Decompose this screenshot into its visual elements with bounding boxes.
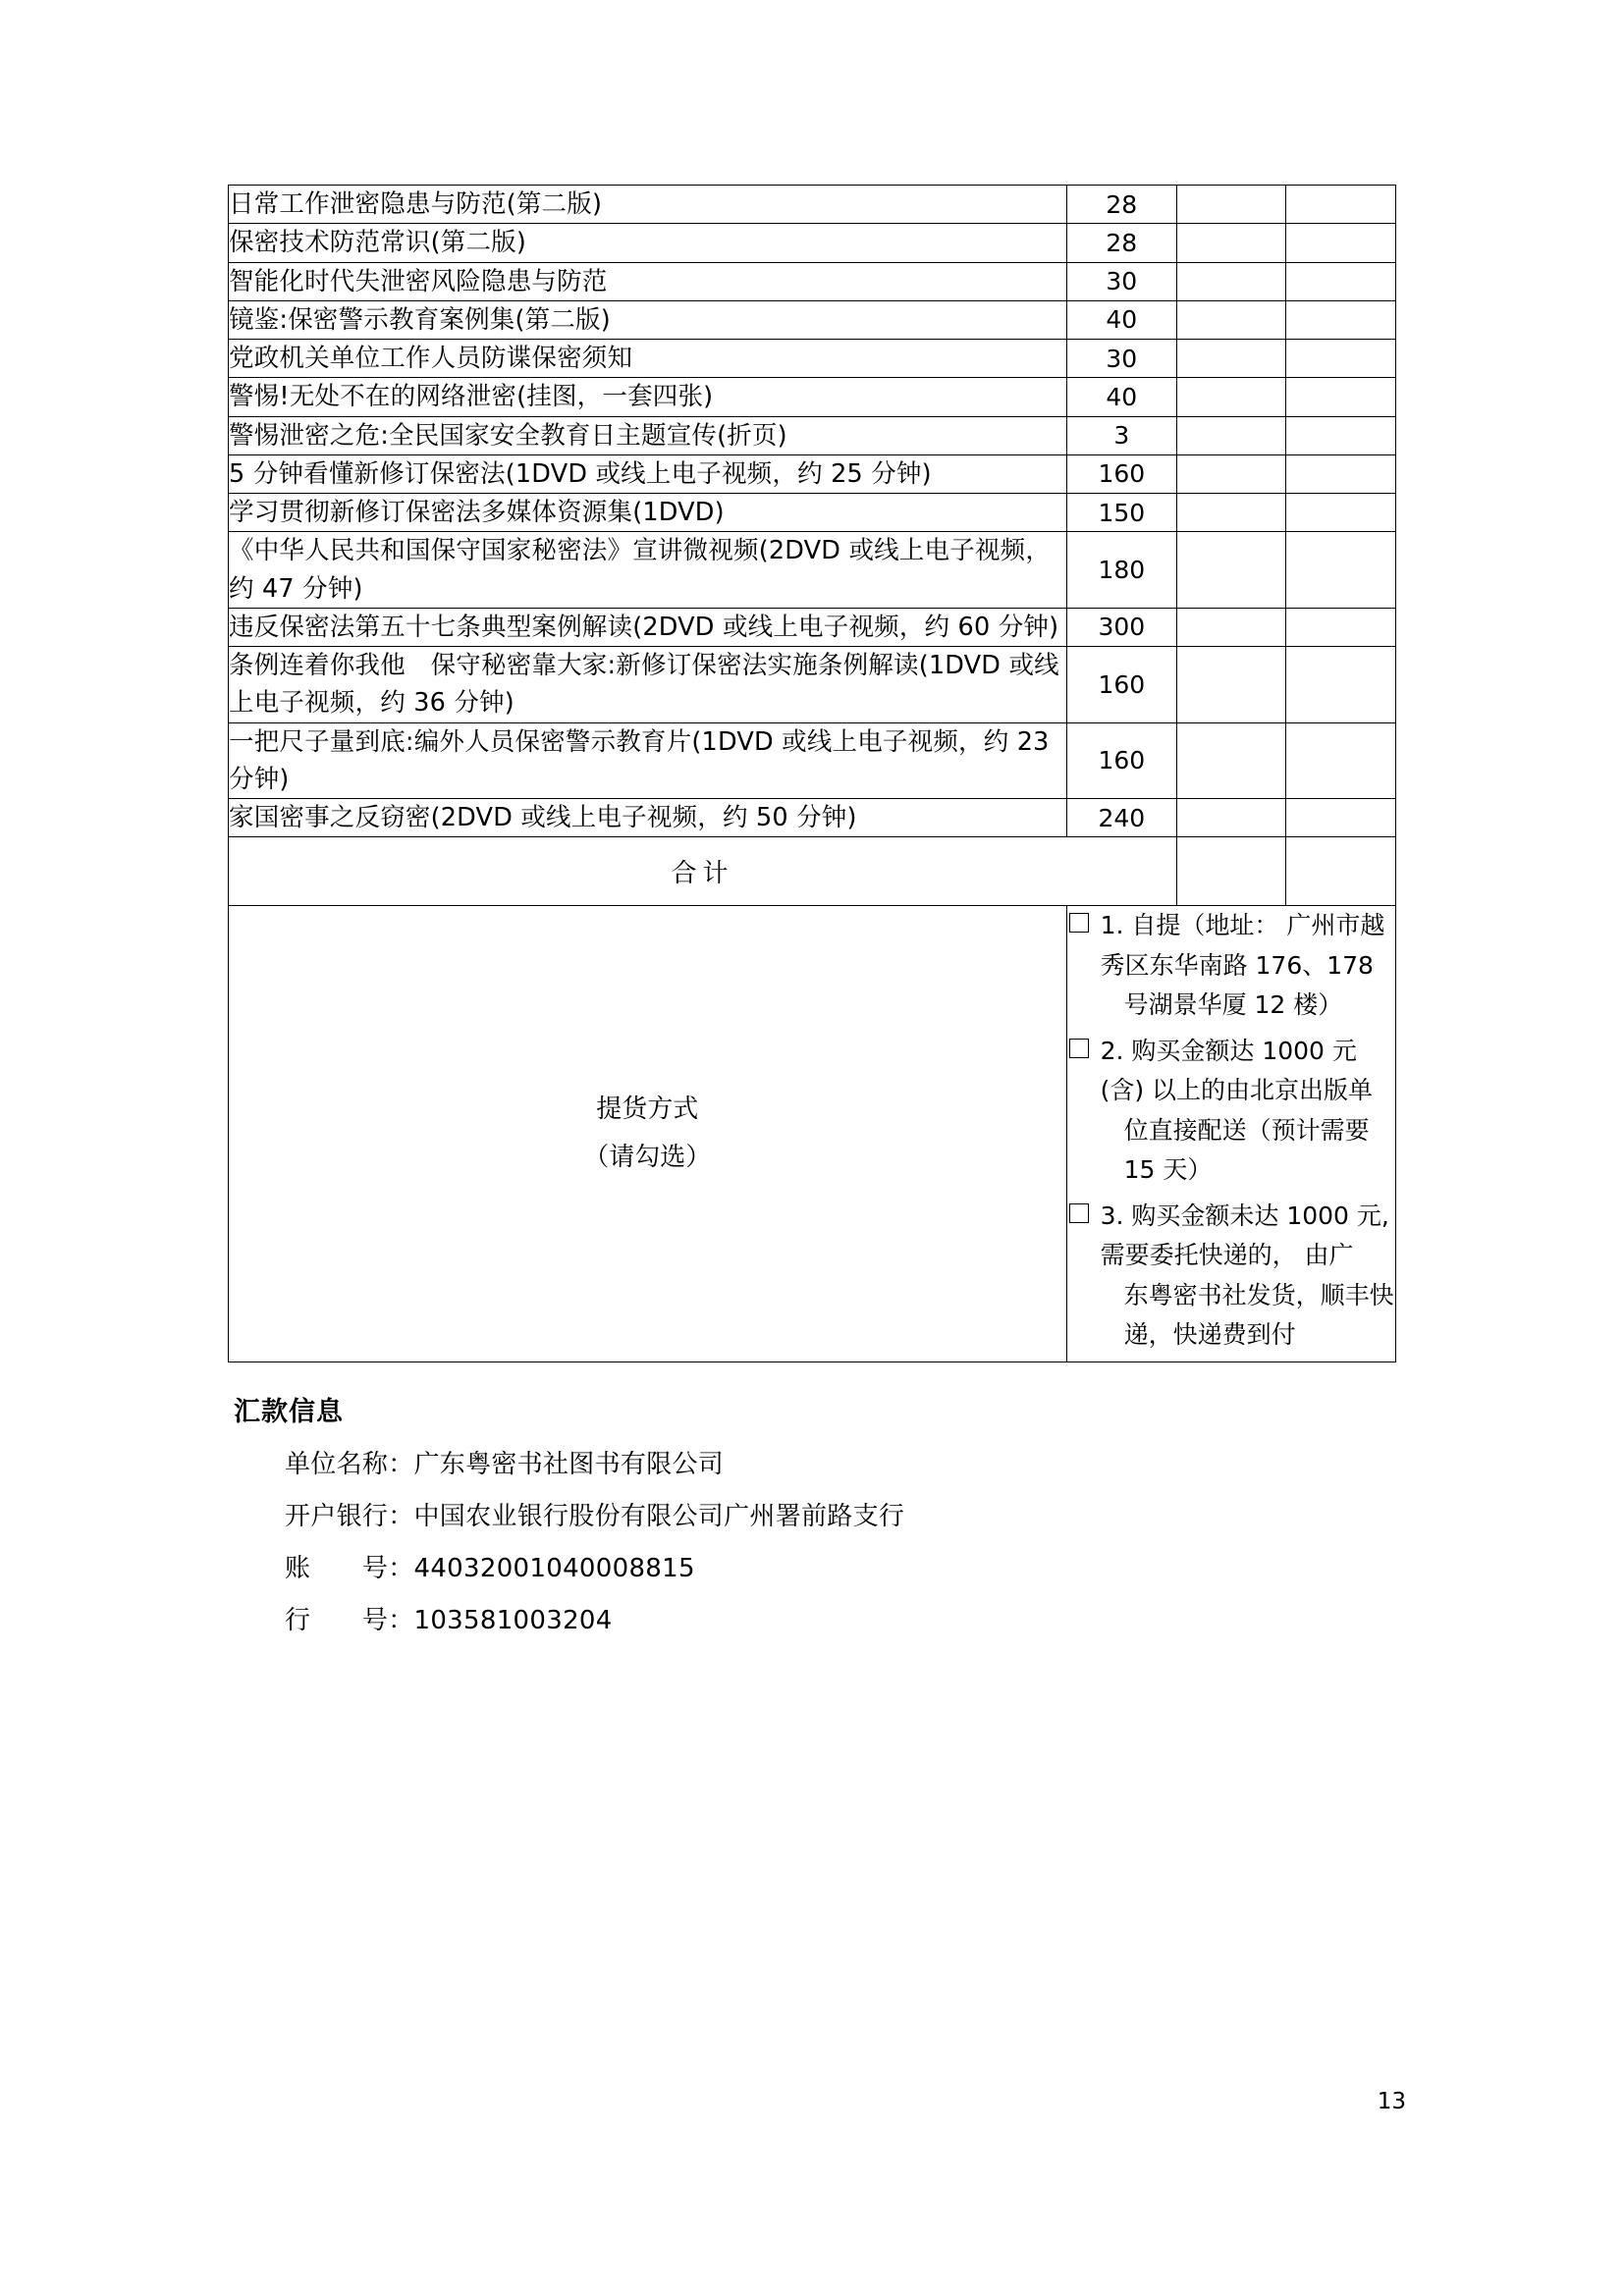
page-number: 13 — [1377, 2089, 1406, 2114]
item-sum[interactable] — [1285, 186, 1396, 224]
item-qty[interactable] — [1177, 224, 1285, 262]
item-sum[interactable] — [1285, 494, 1396, 532]
item-sum[interactable] — [1285, 416, 1396, 454]
table-row — [229, 494, 1396, 532]
item-sum[interactable] — [1285, 340, 1396, 378]
item-price: 150 — [1066, 494, 1176, 532]
item-price: 180 — [1066, 532, 1176, 609]
item-sum[interactable] — [1285, 454, 1396, 493]
table-row — [229, 186, 1396, 224]
delivery-label-line2: （请勾选） — [583, 1143, 712, 1172]
page-content — [228, 185, 1396, 1636]
item-qty[interactable] — [1177, 416, 1285, 454]
table-row — [229, 378, 1396, 416]
item-price: 3 — [1066, 416, 1176, 454]
total-sum[interactable] — [1285, 837, 1396, 906]
item-qty[interactable] — [1177, 378, 1285, 416]
order-table-body — [229, 186, 1396, 1362]
item-sum[interactable] — [1285, 224, 1396, 262]
table-row — [229, 416, 1396, 454]
table-row — [229, 224, 1396, 262]
item-name: 家国密事之反窃密(2DVD 或线上电子视频，约 50 分钟) — [229, 799, 1067, 837]
table-row — [229, 799, 1396, 837]
item-sum[interactable] — [1285, 647, 1396, 723]
item-name: 智能化时代失泄密风险隐患与防范 — [229, 262, 1067, 300]
remittance-company: 单位名称：广东粤密书社图书有限公司 — [285, 1449, 725, 1479]
table-row — [229, 722, 1396, 799]
item-name: 日常工作泄密隐患与防范(第二版) — [229, 186, 1067, 224]
item-price: 40 — [1066, 378, 1176, 416]
delivery-option-2-line1: 2. 购买金额达 1000 元(含) 以上的由北京出版单 — [1100, 1036, 1374, 1105]
item-name: 违反保密法第五十七条典型案例解读(2DVD 或线上电子视频，约 60 分钟) — [229, 608, 1067, 646]
item-name: 党政机关单位工作人员防谍保密须知 — [229, 340, 1067, 378]
item-qty[interactable] — [1177, 300, 1285, 339]
item-name: 镜鉴:保密警示教育案例集(第二版) — [229, 300, 1067, 339]
delivery-options — [1066, 906, 1395, 1362]
table-row — [229, 340, 1396, 378]
delivery-row — [229, 906, 1396, 1362]
item-price: 240 — [1066, 799, 1176, 837]
item-sum[interactable] — [1285, 262, 1396, 300]
delivery-option-2[interactable] — [1067, 1032, 1395, 1191]
table-row — [229, 532, 1396, 609]
table-row — [229, 608, 1396, 646]
delivery-option-3-line1: 3. 购买金额未达 1000 元, 需要委托快递的， 由广 — [1100, 1201, 1389, 1270]
delivery-option-2-text — [1101, 1032, 1395, 1191]
item-qty[interactable] — [1177, 608, 1285, 646]
table-row — [229, 300, 1396, 339]
item-price: 30 — [1066, 340, 1176, 378]
item-qty[interactable] — [1177, 799, 1285, 837]
item-price: 30 — [1066, 262, 1176, 300]
item-name: 《中华人民共和国保守国家秘密法》宣讲微视频(2DVD 或线上电子视频，约 47 分钟) — [229, 532, 1067, 609]
item-sum[interactable] — [1285, 532, 1396, 609]
item-qty[interactable] — [1177, 262, 1285, 300]
delivery-option-3[interactable] — [1067, 1197, 1395, 1356]
item-name: 一把尺子量到底:编外人员保密警示教育片(1DVD 或线上电子视频，约 23 分钟) — [229, 722, 1067, 799]
item-sum[interactable] — [1285, 300, 1396, 339]
delivery-option-1-text — [1101, 906, 1395, 1026]
checkbox-icon[interactable] — [1069, 913, 1089, 933]
checkbox-icon[interactable] — [1069, 1203, 1089, 1223]
item-price: 160 — [1066, 454, 1176, 493]
remittance-section — [228, 1390, 1396, 1636]
item-name: 学习贯彻新修订保密法多媒体资源集(1DVD) — [229, 494, 1067, 532]
item-qty[interactable] — [1177, 454, 1285, 493]
item-name: 5 分钟看懂新修订保密法(1DVD 或线上电子视频，约 25 分钟) — [229, 454, 1067, 493]
item-price: 40 — [1066, 300, 1176, 339]
delivery-option-3-line2: 东粤密书社发货，顺丰快递，快递费到付 — [1123, 1280, 1394, 1350]
delivery-option-1-line2: 号湖景华厦 12 楼） — [1123, 990, 1343, 1020]
item-sum[interactable] — [1285, 378, 1396, 416]
item-sum[interactable] — [1285, 799, 1396, 837]
item-name: 警惕!无处不在的网络泄密(挂图，一套四张) — [229, 378, 1067, 416]
table-row-total — [229, 837, 1396, 906]
delivery-option-1[interactable] — [1067, 906, 1395, 1026]
item-qty[interactable] — [1177, 494, 1285, 532]
item-price: 160 — [1066, 722, 1176, 799]
remittance-bank-code: 行 号：103581003204 — [285, 1605, 613, 1635]
item-price: 28 — [1066, 224, 1176, 262]
item-qty[interactable] — [1177, 647, 1285, 723]
total-qty[interactable] — [1177, 837, 1285, 906]
item-qty[interactable] — [1177, 722, 1285, 799]
table-row — [229, 262, 1396, 300]
table-row — [229, 454, 1396, 493]
item-qty[interactable] — [1177, 186, 1285, 224]
item-sum[interactable] — [1285, 608, 1396, 646]
item-qty[interactable] — [1177, 340, 1285, 378]
item-price: 160 — [1066, 647, 1176, 723]
delivery-method-label — [229, 906, 1067, 1362]
remittance-account: 账 号：44032001040008815 — [285, 1553, 695, 1583]
item-name: 保密技术防范常识(第二版) — [229, 224, 1067, 262]
item-name: 警惕泄密之危:全民国家安全教育日主题宣传(折页) — [229, 416, 1067, 454]
order-table — [228, 185, 1396, 1362]
delivery-option-1-line1: 1. 自提（地址： 广州市越秀区东华南路 176、178 — [1100, 911, 1385, 980]
item-price: 300 — [1066, 608, 1176, 646]
item-sum[interactable] — [1285, 722, 1396, 799]
delivery-label-line1: 提货方式 — [596, 1094, 699, 1124]
item-name: 条例连着你我他 保守秘密靠大家:新修订保密法实施条例解读(1DVD 或线上电子视频，约 36 分钟) — [229, 647, 1067, 723]
table-row — [229, 647, 1396, 723]
checkbox-icon[interactable] — [1069, 1039, 1089, 1058]
total-label: 合计 — [229, 837, 1177, 906]
remittance-bank: 开户银行：中国农业银行股份有限公司广州署前路支行 — [285, 1501, 905, 1531]
item-qty[interactable] — [1177, 532, 1285, 609]
delivery-option-3-text — [1101, 1197, 1395, 1356]
delivery-option-2-line2: 位直接配送（预计需要 15 天） — [1123, 1115, 1370, 1185]
remittance-title: 汇款信息 — [234, 1396, 344, 1427]
item-price: 28 — [1066, 186, 1176, 224]
